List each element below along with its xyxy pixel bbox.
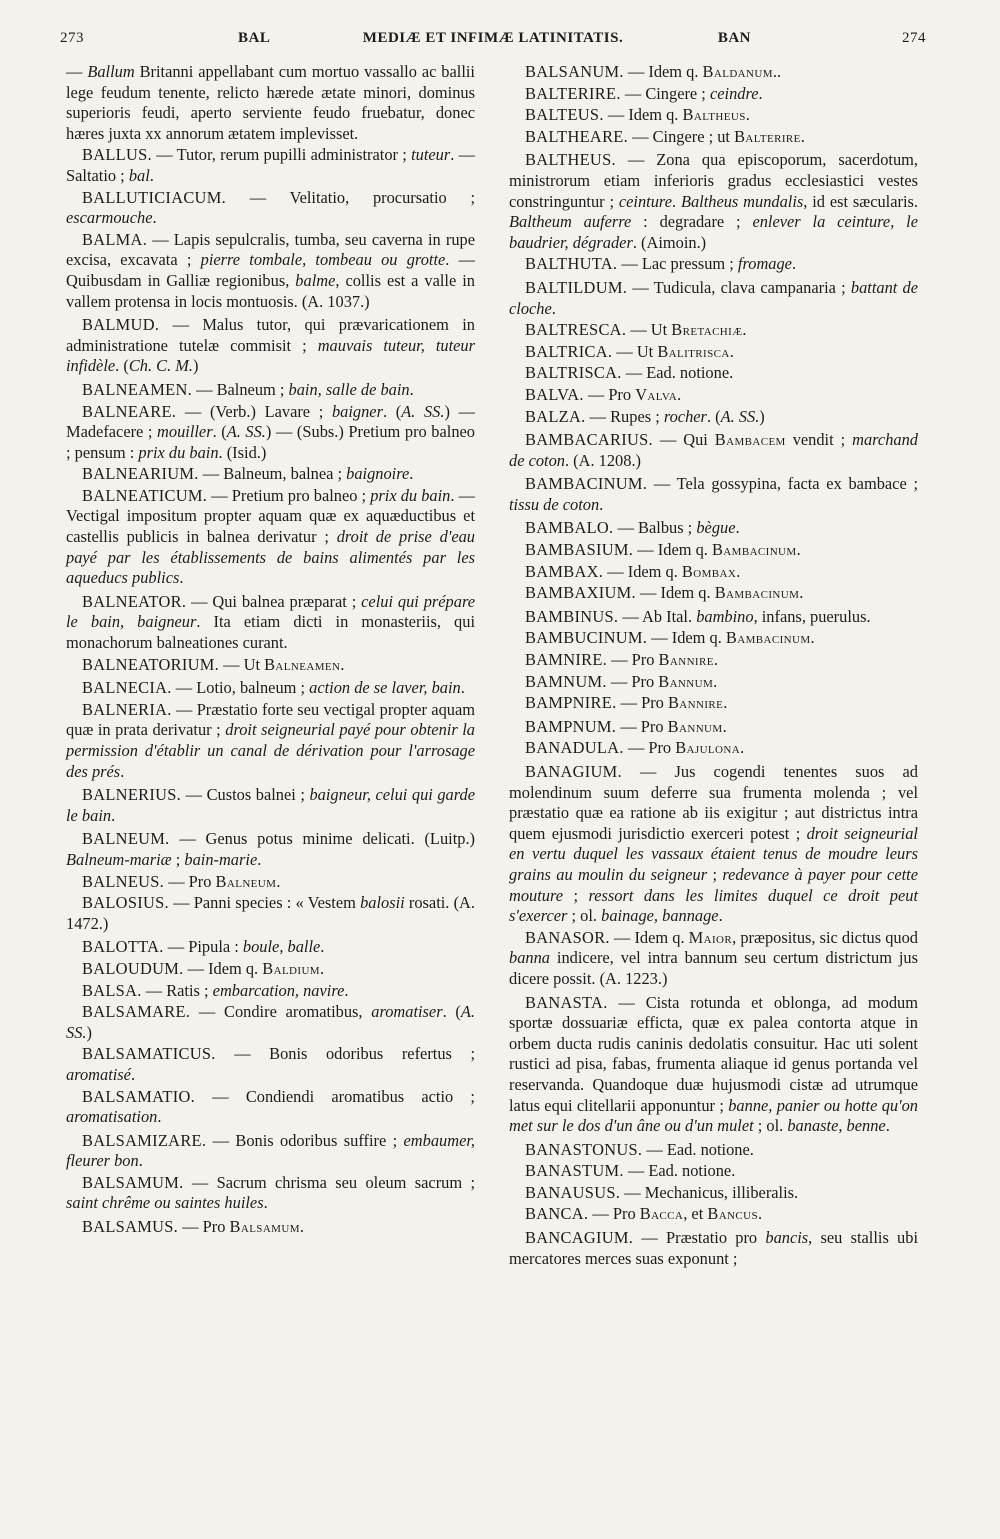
dictionary-entry: BALNEATICUM. — Pretium pro balneo ; prix du bain. — Vectigal impositum propter aquam quæ ex aquæductibus et castellis publicis in balnea derivatur ; droit de prise d'eau payé par les établissements de bains alimentés par les aqueducs publics.: [66, 485, 475, 588]
right-running-key: BAN: [717, 30, 751, 46]
dictionary-entry: BALTILDUM. — Tudicula, clava campanaria ; battant de cloche.: [509, 277, 918, 318]
right-page-number: 274: [902, 30, 926, 46]
dictionary-entry: BALSAMATICUS. — Bonis odoribus refertus ; aromatisé.: [66, 1044, 475, 1084]
dictionary-entry: BALNEATOR. — Qui balnea præparat ; celui qui prépare le bain, baigneur. Ita etiam dicti in monasteriis, qui monachorum balneationes curant.: [66, 591, 475, 653]
dictionary-entry: BALSAMIZARE. — Bonis odoribus suffire ; embaumer, fleurer bon.: [66, 1130, 475, 1171]
dictionary-entry: BALSAMARE. — Condire aromatibus, aromatiser. (A. SS.): [66, 1002, 476, 1042]
dictionary-entry: BALVA. — Pro Valva.: [525, 384, 682, 404]
dictionary-entry: BAMPNIRE. — Pro Bannire.: [525, 693, 728, 713]
dictionary-entry: BANASTA. — Cista rotunda et oblonga, ad modum sportæ dossuariæ efficta, quæ ex palea contorta atque in orbem ducta rudis caninis dedolatis consuitur. Hac uti solent rustici ad pisa, fabas, frumenta aliaque id genus portanda vel reservanda. Quandoque duæ hujusmodi cistæ ad utrumque latus equi clitellarii apponuntur ; banne, panier ou hotte qu'on met sur le dos d'un âne ou d'un mulet ; ol. banaste, benne.: [509, 992, 918, 1136]
dictionary-entry: BALNEARE. — (Verb.) Lavare ; baigner. (A. SS.) — Madefacere ; mouiller. (A. SS.) — (Subs.) Pretium pro balneo ; pensum : prix du bain. (Isid.): [66, 401, 476, 462]
dictionary-entry: BALNEUS. — Pro Balneum.: [82, 871, 281, 891]
dictionary-entry: BALNEAMEN. — Balneum ; bain, salle de bain.: [82, 379, 414, 399]
dictionary-entry: BALTRICA. — Ut Balitrisca.: [525, 341, 734, 361]
page-header: [60, 30, 926, 56]
dictionary-entry: — Ballum Britanni appellabant cum mortuo vassallo ac ballii lege feudum tenente, relicto hærede ætate minori, dominus superioris feudi, aperto serviente feudo fruebatur, donec hæres juxta xx annorum ætatem implevisset.: [66, 62, 475, 143]
dictionary-entry: BAMBACINUM. — Tela gossypina, facta ex bambace ; tissu de coton.: [509, 474, 918, 514]
dictionary-entry: BALSAMUS. — Pro Balsamum.: [82, 1217, 304, 1237]
dictionary-entry: BAMPNUM. — Pro Bannum.: [525, 716, 727, 736]
dictionary-entry: BALSA. — Ratis ; embarcation, navire.: [82, 980, 349, 1000]
dictionary-entry: BALZA. — Rupes ; rocher. (A. SS.): [525, 406, 765, 426]
dictionary-entry: BALTEUS. — Idem q. Baltheus.: [525, 105, 750, 125]
dictionary-entry: BAMBUCINUM. — Idem q. Bambacinum.: [525, 628, 815, 648]
dictionary-entry: BALTHEARE. — Cingere ; ut Balterire.: [525, 126, 805, 146]
dictionary-entry: BALLUTICIACUM. — Velitatio, procursatio ; escarmouche.: [66, 187, 475, 228]
right-column: [509, 62, 918, 1270]
left-column: [66, 62, 475, 1239]
left-running-key: BAL: [238, 30, 271, 46]
dictionary-entry: BANCAGIUM. — Præstatio pro bancis, seu stallis ubi mercatores merces suas exponunt ;: [509, 1228, 918, 1268]
dictionary-entry: BALSAMUM. — Sacrum chrisma seu oleum sacrum ; saint chrême ou saintes huiles.: [66, 1172, 475, 1213]
dictionary-entry: BALNEATORIUM. — Ut Balneamen.: [82, 654, 345, 674]
dictionary-entry: BALTERIRE. — Cingere ; ceindre.: [525, 83, 763, 103]
dictionary-entry: BAMBAXIUM. — Idem q. Bambacinum.: [525, 583, 804, 603]
dictionary-entry: BANAGIUM. — Jus cogendi tenentes suos ad molendinum suum deferre sua frumenta molenda ; vel præstatio quæ ea ratione ab iis exigitur ; aut districtus intra quem ejusmodi jurisdictio exerceri potest ; droit seigneurial en vertu duquel les vassaux étaient tenus de moudre leurs grains au moulin du seigneur ; redevance à payer pour cette mouture ; ressort dans les limites duquel ce droit peut s'exercer ; ol. bainage, bannage.: [509, 762, 919, 926]
dictionary-entry: BANCA. — Pro Bacca, et Bancus.: [525, 1204, 763, 1224]
dictionary-entry: BALSANUM. — Idem q. Baldanum..: [525, 62, 782, 81]
dictionary-entry: BAMBINUS. — Ab Ital. bambino, infans, puerulus.: [525, 606, 871, 626]
dictionary-entry: BANAUSUS. — Mechanicus, illiberalis.: [525, 1182, 799, 1202]
dictionary-entry: BAMBAX. — Idem q. Bombax.: [525, 561, 741, 581]
dictionary-entry: BALMA. — Lapis sepulcralis, tumba, seu caverna in rupe excisa, excavata ; pierre tombale, tombeau ou grotte. — Quibusdam in Galliæ regionibus, balme, collis est a valle in vallem protensa in locis montuosis. (A. 1037.): [66, 229, 476, 311]
dictionary-entry: BALNEUM. — Genus potus minime delicati. (Luitp.) Balneum-mariæ ; bain-marie.: [66, 829, 475, 869]
dictionary-entry: BALLUS. — Tutor, rerum pupilli administrator ; tuteur. — Saltatio ; bal.: [66, 145, 475, 185]
dictionary-entry: BALMUD. — Malus tutor, qui prævaricationem in administratione tutelæ commisit ; mauvais tuteur, tuteur infidèle. (Ch. C. M.): [66, 315, 475, 376]
dictionary-entry: BANASOR. — Idem q. Maior, præpositus, sic dictus quod banna indicere, vel intra bannum seu certum districtum jus dicere possit. (A. 1223.): [509, 927, 918, 988]
dictionary-entry: BANASTONUS. — Ead. notione.: [525, 1139, 754, 1159]
dictionary-entry: BANASTUM. — Ead. notione.: [525, 1161, 736, 1181]
dictionary-entry: BAMBACARIUS. — Qui Bambacem vendit ; marchand de coton. (A. 1208.): [509, 430, 918, 470]
dictionary-entry: BALTHEUS. — Zona qua episcoporum, sacerdotum, ministrorum etiam inferioris gradus ecclesiastici vestes constringuntur ; ceinture. Baltheus mundalis, id est sæcularis. Baltheum auferre : degradare ; enlever la ceinture, le baudrier, dégrader. (Aimoin.): [509, 150, 918, 252]
dictionary-entry: BANADULA. — Pro Bajulona.: [525, 738, 745, 758]
dictionary-entry: BALNECIA. — Lotio, balneum ; action de se laver, bain.: [82, 678, 465, 698]
dictionary-entry: BALNEARIUM. — Balneum, balnea ; baignoire.: [82, 464, 414, 484]
dictionary-entry: BAMNIRE. — Pro Bannire.: [525, 650, 718, 670]
dictionary-entry: BALTRESCA. — Ut Bretachiæ.: [525, 320, 747, 340]
dictionary-entry: BALTHUTA. — Lac pressum ; fromage.: [525, 254, 797, 274]
dictionary-entry: BALNERIUS. — Custos balnei ; baigneur, celui qui garde le bain.: [66, 785, 475, 825]
running-title: MEDIÆ ET INFIMÆ LATINITATIS.: [362, 30, 624, 46]
dictionary-entry: BAMBALO. — Balbus ; bègue.: [525, 518, 740, 538]
dictionary-entry: BALTRISCA. — Ead. notione.: [525, 363, 734, 383]
left-page-number: 273: [60, 30, 84, 46]
dictionary-entry: BALOSIUS. — Panni species : « Vestem balosii rosati. (A. 1472.): [66, 893, 475, 933]
dictionary-entry: BALNERIA. — Præstatio forte seu vectigal propter aquam quæ in prata derivatur ; droit seigneurial payé pour obtenir la permission d'établir un canal de dérivation pour l'arrosage des prés.: [66, 699, 475, 781]
dictionary-entry: BALOUDUM. — Idem q. Baldium.: [82, 958, 325, 978]
dictionary-entry: BALSAMATIO. — Condiendi aromatibus actio ; aromatisation.: [66, 1086, 475, 1127]
dictionary-entry: BAMNUM. — Pro Bannum.: [525, 671, 718, 691]
dictionary-entry: BAMBASIUM. — Idem q. Bambacinum.: [525, 540, 801, 560]
dictionary-entry: BALOTTA. — Pipula : boule, balle.: [82, 937, 325, 957]
